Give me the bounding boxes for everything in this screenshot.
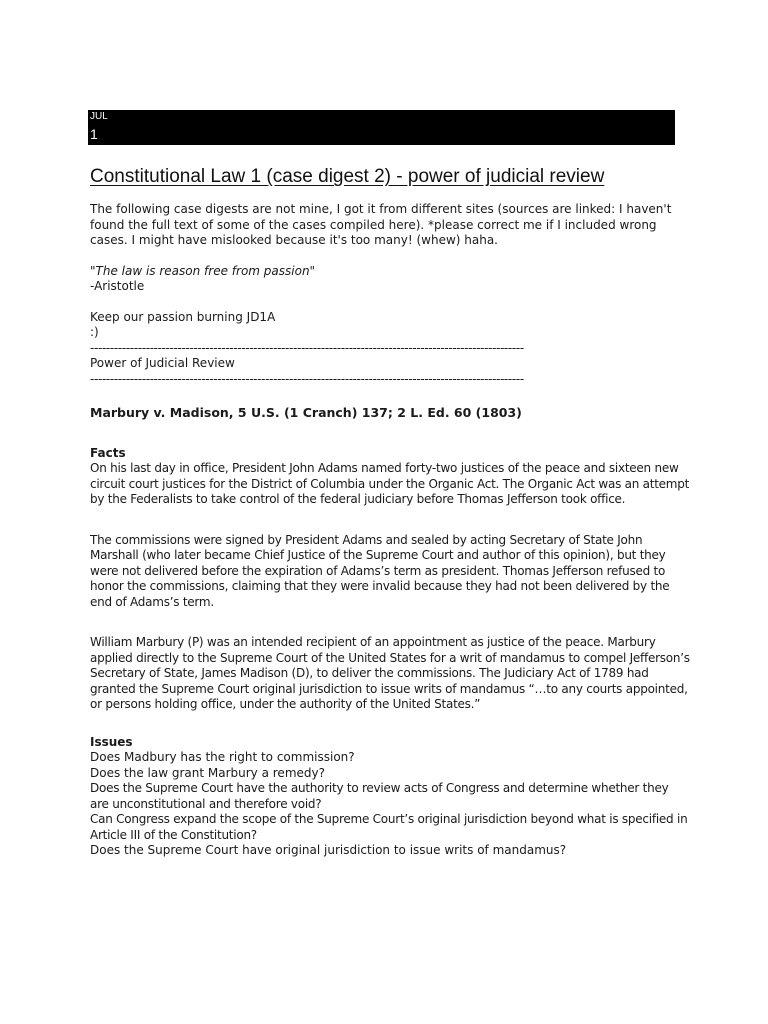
case-heading: Marbury v. Madison, 5 U.S. (1 Cranch) 137; 2 L. Ed. 60 (1803) [90,405,522,420]
facts-heading: Facts [90,445,126,460]
facts-paragraph-2: The commissions were signed by President Adams and sealed by acting Secretary of State John Marshall (who later became Chief Justice of the Supreme Court and author of this opinion), but they were not delivered before the expiration of Adams’s term as president. Thomas Jefferson refused to honor the commissions, claiming that they were invalid because they had not been delivered by the end of Adams’s term. [90,532,670,609]
intro-paragraph: The following case digests are not mine, I got it from different sites (sources are linked: I haven't found the full text of some of the cases compiled here). *please correct me if I included wrong cases. I might have mislooked because it's too many! (whew) haha. [90,202,672,247]
post-body [90,202,690,859]
section-label: Power of Judicial Review [90,356,235,370]
smiley-text: :) [90,325,99,339]
quote-text: "The law is reason free from passion" [90,263,316,278]
issues-heading: Issues [90,734,133,749]
post-date-banner [88,110,675,145]
issue-item: Does the law grant Marbury a remedy? [90,765,325,780]
issue-item: Can Congress expand the scope of the Supreme Court’s original jurisdiction beyond what is specified in Article III of the Constitution? [90,812,688,842]
divider-top: ------------------------------------------------------------------------------------------------------------- [90,340,524,355]
facts-paragraph-3: William Marbury (P) was an intended recipient of an appointment as justice of the peace. Marbury applied directly to the Supreme Court of the United States for a writ of mandamus to compel Jefferson’s Secretary of State, James Madison (D), to deliver the commissions. The Judiciary Act of 1789 had granted the Supreme Court original jurisdiction to issue writs of mandamus “…to any courts appointed, or persons holding office, under the authority of the United States.” [90,635,690,711]
issue-item: Does the Supreme Court have original jurisdiction to issue writs of mandamus? [90,843,567,857]
motto-text: Keep our passion burning JD1A [90,309,276,324]
post-date-day: 1 [90,126,98,142]
issue-item: Does the Supreme Court have the authority to review acts of Congress and determine whether they are unconstitutional and therefore void? [90,781,669,811]
post-date-month: JUL [90,111,108,122]
quote-author: -Aristotle [90,279,145,293]
issue-item: Does Madbury has the right to commission? [90,750,355,764]
divider-bottom: ------------------------------------------------------------------------------------------------------------- [90,371,524,386]
facts-paragraph-1: On his last day in office, President John Adams named forty-two justices of the peace and sixteen new circuit court justices for the District of Columbia under the Organic Act. The Organic Act was an attempt by the Federalists to take control of the federal judiciary before Thomas Jefferson took office. [90,461,690,506]
post-title-link[interactable]: Constitutional Law 1 (case digest 2) - power of judicial review [90,166,605,187]
